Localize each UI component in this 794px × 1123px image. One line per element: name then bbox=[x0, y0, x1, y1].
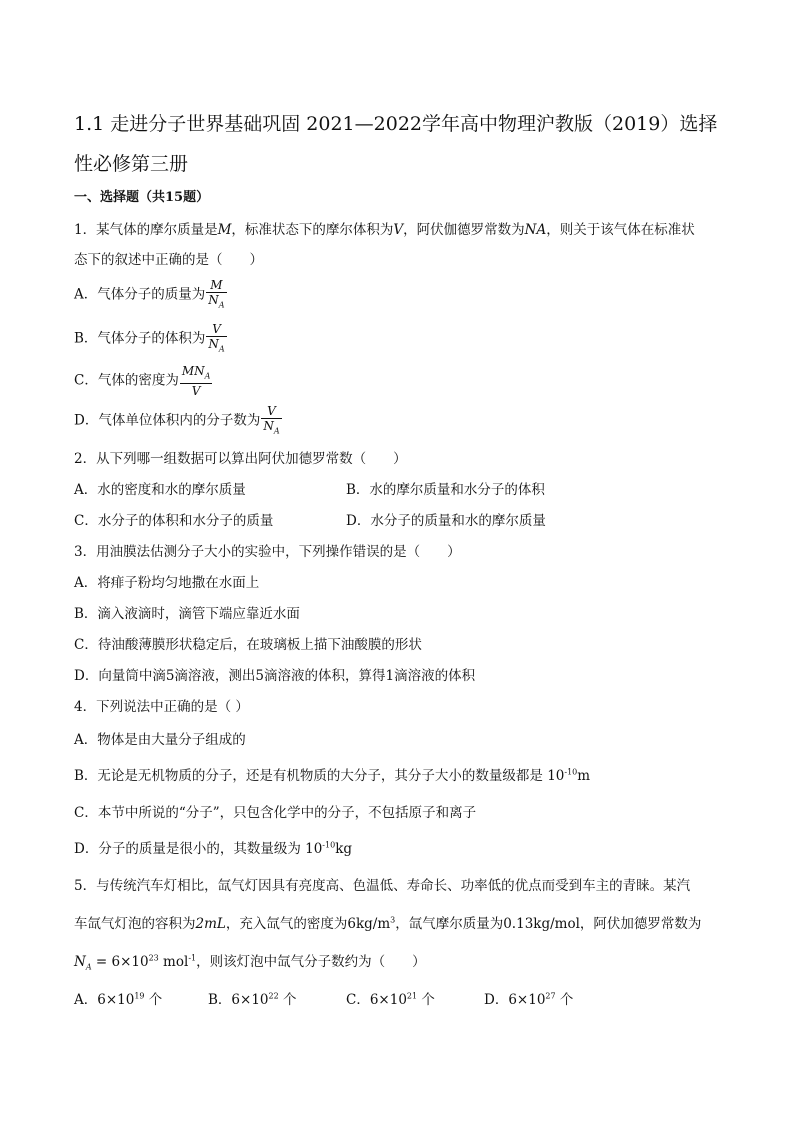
q3-stem: 3．用油膜法估测分子大小的实验中，下列操作错误的是（ ） bbox=[74, 544, 461, 560]
q4-option-c: C．本节中所说的“分子”，只包含化学中的分子，不包括原子和离子 bbox=[74, 805, 477, 821]
q2-option-c: C．水分子的体积和水分子的质量 bbox=[74, 513, 274, 529]
fraction-v-over-na: $\frac{V}{N_A}$ bbox=[208, 322, 225, 354]
paper-title: 1.1 走进分子世界基础巩固 2021—2022学年高中物理沪教版（2019）选择性必修第三册 bbox=[74, 113, 718, 175]
fraction-m-over-na: $\frac{M}{N_A}$ bbox=[208, 278, 225, 310]
q1-option-b: B．气体分子的体积为 $\frac{V}{N_A}$ bbox=[74, 322, 227, 356]
q3-option-c: C．待油酸薄膜形状稳定后，在玻璃板上描下油酸膜的形状 bbox=[74, 637, 422, 653]
q4-option-b: B．无论是无机物质的分子，还是有机物质的大分子，其分子大小的数量级都是 $10^{-10}m$ bbox=[74, 767, 591, 784]
q1-stem-line1: 1．某气体的摩尔质量是M，标准状态下的摩尔体积为V，阿伏伽德罗常数为NA，则关于该气体在标准状 bbox=[74, 222, 695, 238]
q4-stem: 4．下列说法中正确的是（ ） bbox=[74, 699, 249, 715]
q3-option-b: B．滴入液滴时，滴管下端应靠近水面 bbox=[74, 606, 300, 622]
q5-option-b: B．$6\times 10^{22}$ 个 bbox=[208, 991, 297, 1008]
q1-option-d: D．气体单位体积内的分子数为 $\frac{V}{N_A}$ bbox=[74, 404, 282, 438]
q1-option-c: C．气体的密度为 $\frac{MN_A}{V}$ bbox=[74, 364, 211, 399]
q2-option-a: A．水的密度和水的摩尔质量 bbox=[74, 482, 246, 498]
q5-option-d: D．$6\times 10^{27}$ 个 bbox=[484, 991, 574, 1008]
q4-option-d: D．分子的质量是很小的，其数量级为 $10^{-10}kg$ bbox=[74, 840, 353, 857]
q3-option-a: A．将痱子粉均匀地撒在水面上 bbox=[74, 575, 260, 591]
q5-stem-line1: 5．与传统汽车灯相比，氙气灯因具有亮度高、色温低、寿命长、功率低的优点而受到车主的青睐。某汽 bbox=[74, 878, 691, 894]
q5-stem-line2: 车氙气灯泡的容积为2mL，充入氙气的密度为$6kg/m^3$，氙气摩尔质量为0.13kg/mol，阿伏加德罗常数为 bbox=[74, 915, 702, 932]
section-heading: 一、选择题（共15题） bbox=[74, 190, 210, 205]
q1-option-a: A．气体分子的质量为 $\frac{M}{N_A}$ bbox=[74, 278, 227, 312]
q4-option-a: A．物体是由大量分子组成的 bbox=[74, 732, 246, 748]
q5-option-a: A．$6\times 10^{19}$ 个 bbox=[74, 991, 163, 1008]
q1-stem-line2: 态下的叙述中正确的是（ ） bbox=[74, 252, 263, 268]
q2-option-d: D．水分子的质量和水的摩尔质量 bbox=[346, 513, 546, 529]
q5-stem-line3: $N_A = 6\times 10^{23}$ mol$^{-1}$，则该灯泡中氙气分子数约为（ ） bbox=[74, 953, 426, 972]
q2-stem: 2．从下列哪一组数据可以算出阿伏加德罗常数（ ） bbox=[74, 451, 407, 467]
fraction-mna-over-v: $\frac{MN_A}{V}$ bbox=[181, 364, 211, 399]
q3-option-d: D．向量筒中滴5滴溶液，测出5滴溶液的体积，算得1滴溶液的体积 bbox=[74, 668, 476, 684]
q5-option-c: C．$6\times 10^{21}$ 个 bbox=[346, 991, 435, 1008]
fraction-v-over-na-2: $\frac{V}{N_A}$ bbox=[263, 404, 280, 436]
q2-option-b: B．水的摩尔质量和水分子的体积 bbox=[346, 482, 545, 498]
